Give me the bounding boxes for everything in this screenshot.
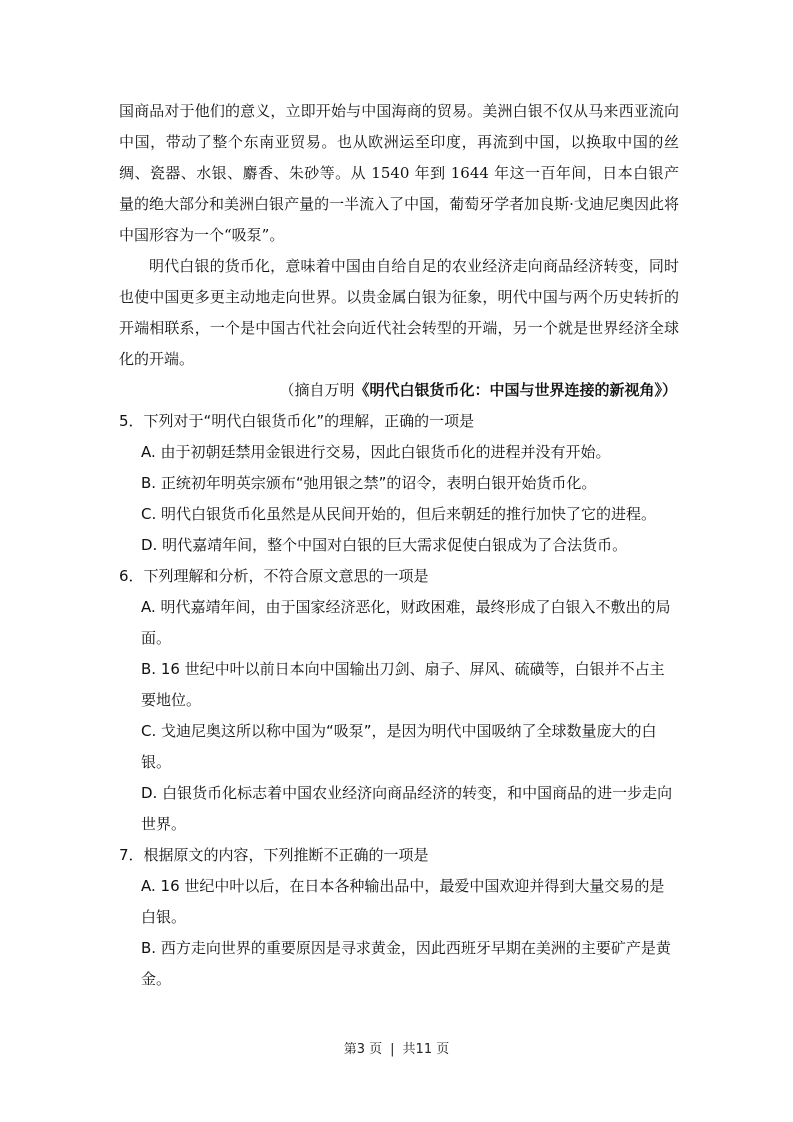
passage-paragraph-2: 明代白银的货币化，意味着中国由自给自足的农业经济走向商品经济转变，同时也使中国更多更主动地走向世界。以贵金属白银为征象，明代中国与两个历史转折的开端相联系，一个是中国古代社会向近代社会转型的开端，另一个就是世界经济全球化的开端。 [119, 257, 679, 368]
question-option: C. 戈迪尼奥这所以称中国为“吸泵”，是因为明代中国吸纳了全球数量庞大的白银。 [141, 722, 657, 771]
question-option: D. 白银货币化标志着中国农业经济向商品经济的转变，和中国商品的进一步走向世界。 [141, 784, 673, 833]
question-7 [119, 840, 679, 995]
question-option: B. 正统初年明英宗颁布“弛用银之禁”的诏令，表明白银开始货币化。 [141, 474, 597, 492]
question-option: C. 明代白银货币化虽然是从民间开始的，但后来朝廷的推行加快了它的进程。 [141, 505, 657, 523]
question-option: D. 明代嘉靖年间，整个中国对白银的巨大需求促使白银成为了合法货币。 [141, 536, 628, 554]
page-total: 共11 页 [402, 1042, 450, 1057]
question-stem: 5．下列对于“明代白银货币化”的理解，正确的一项是 [119, 412, 475, 430]
question-option: A. 由于初朝廷禁用金银进行交易，因此白银货币化的进程并没有开始。 [141, 443, 611, 461]
question-5 [119, 406, 679, 561]
document-content [119, 96, 679, 995]
question-6 [119, 561, 679, 840]
question-option: B. 西方走向世界的重要原因是寻求黄金，因此西班牙早期在美洲的主要矿产是黄金。 [141, 939, 671, 988]
footer-separator: | [390, 1042, 395, 1057]
passage-paragraph-1: 国商品对于他们的意义，立即开始与中国海商的贸易。美洲白银不仅从马来西亚流向中国，带动了整个东南亚贸易。也从欧洲运至印度，再流到中国，以换取中国的丝绸、瓷器、水银、麝香、朱砂等。从 1540 年到 1644 年这一百年间，日本白银产量的绝大部分和美洲白银产量的一半流入了中国，葡萄牙学者加良斯·戈迪尼奥因此将中国形容为一个“吸泵”。 [119, 102, 679, 244]
question-stem: 6．下列理解和分析，不符合原文意思的一项是 [119, 567, 429, 585]
page-number: 第3 页 [343, 1042, 383, 1057]
source-title: 《明代白银货币化：中国与世界连接的新视角》） [354, 381, 677, 399]
question-option: A. 明代嘉靖年间，由于国家经济恶化，财政困难，最终形成了白银入不敷出的局面。 [141, 598, 671, 647]
question-option: A. 16 世纪中叶以后，在日本各种输出品中，最爱中国欢迎并得到大量交易的是白银。 [141, 877, 665, 926]
source-prefix: （摘自万明 [279, 381, 355, 399]
question-option: B. 16 世纪中叶以前日本向中国输出刀剑、扇子、屏风、硫磺等，白银并不占主要地位。 [141, 660, 665, 709]
passage-source [119, 375, 679, 406]
page-footer [0, 1038, 793, 1057]
question-stem: 7．根据原文的内容，下列推断不正确的一项是 [119, 846, 429, 864]
